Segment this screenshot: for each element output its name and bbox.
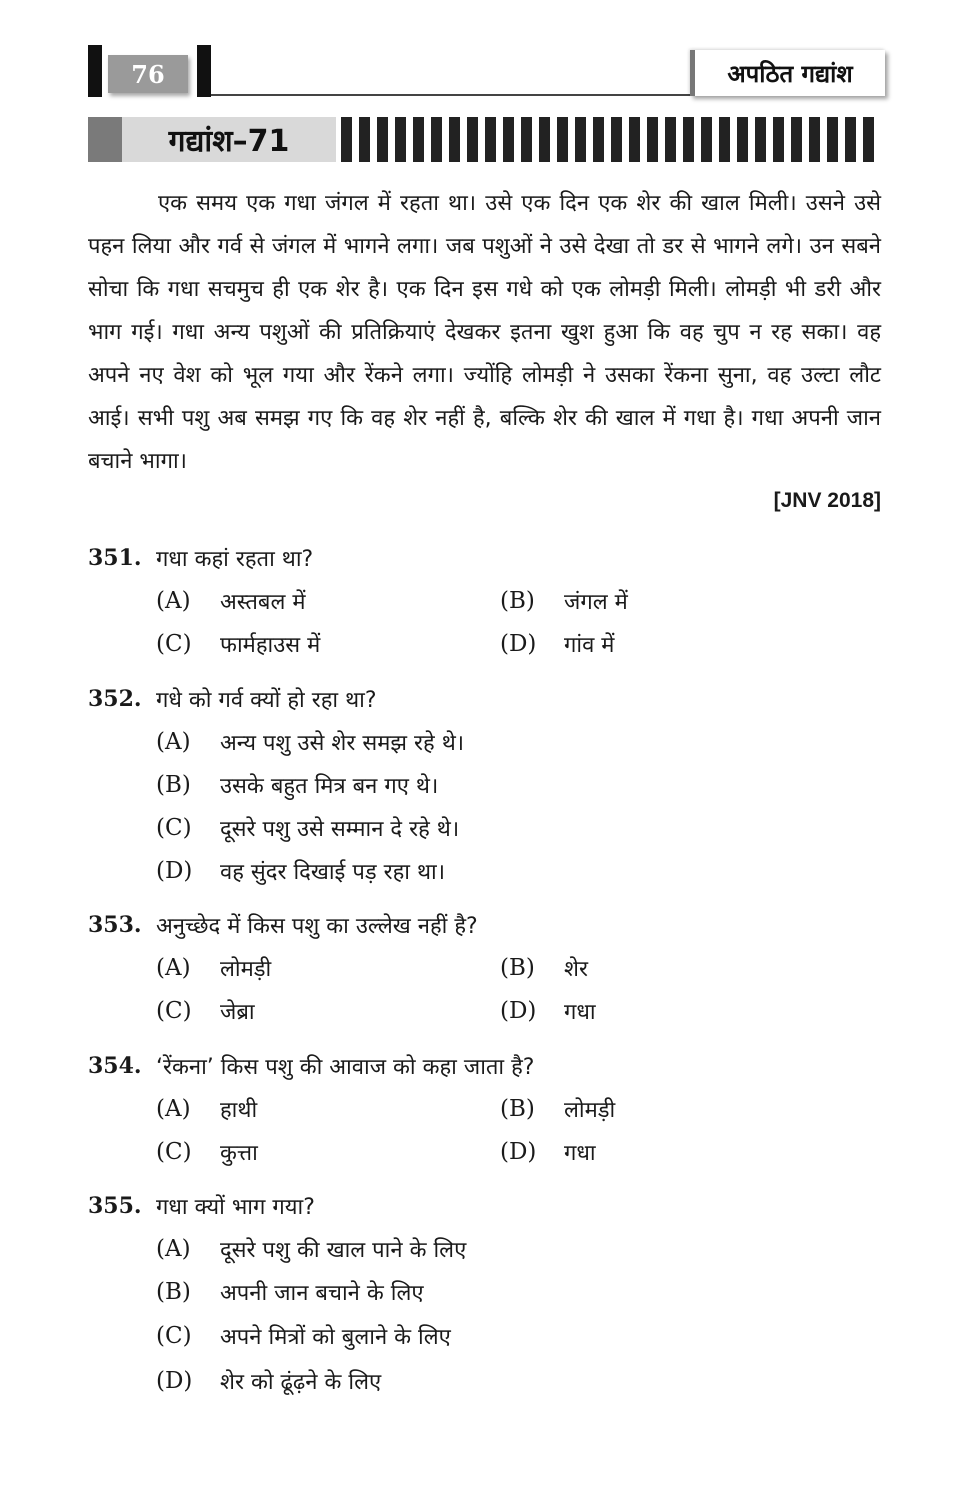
option-c[interactable]	[156, 623, 320, 665]
option-text: अपने मित्रों को बुलाने के लिए	[220, 1325, 451, 1350]
option-label: (A)	[156, 1236, 191, 1262]
option-d[interactable]	[156, 850, 445, 892]
option-text: दूसरे पशु उसे सम्मान दे रहे थे।	[220, 817, 460, 842]
question-text: ‘रेंकना’ किस पशु की आवाज को कहा जाता है?	[156, 1055, 535, 1080]
option-c[interactable]	[156, 807, 459, 849]
option-b[interactable]	[500, 580, 628, 622]
option-label: (C)	[156, 1139, 192, 1165]
passage-title: गद्यांश–71	[122, 117, 336, 162]
option-a[interactable]	[156, 721, 464, 763]
option-c[interactable]	[156, 990, 255, 1032]
option-label: (D)	[500, 998, 537, 1024]
option-label: (B)	[500, 588, 535, 614]
option-label: (B)	[156, 772, 191, 798]
option-label: (A)	[156, 1096, 191, 1122]
question-head	[88, 1186, 888, 1226]
option-text: उसके बहुत मित्र बन गए थे।	[220, 774, 439, 799]
option-c[interactable]	[156, 1315, 451, 1357]
option-label: (D)	[500, 631, 537, 657]
option-d[interactable]	[156, 1360, 381, 1402]
question-head	[88, 538, 888, 578]
question-text: गधे को गर्व क्यों हो रहा था?	[156, 688, 377, 713]
question-text: गधा क्यों भाग गया?	[156, 1195, 315, 1220]
option-d[interactable]	[500, 623, 614, 665]
option-text: शेर को ढूंढ़ने के लिए	[220, 1370, 382, 1395]
option-text: गधा	[564, 1000, 596, 1025]
header-bar-mid	[197, 45, 211, 97]
option-label: (C)	[156, 815, 192, 841]
option-a[interactable]	[156, 1228, 466, 1270]
option-text: लोमड़ी	[564, 1098, 616, 1123]
option-text: हाथी	[220, 1098, 258, 1123]
question-number: 351.	[88, 545, 142, 571]
option-label: (A)	[156, 729, 191, 755]
option-label: (A)	[156, 588, 191, 614]
question-355	[88, 1186, 888, 1395]
option-text: अपनी जान बचाने के लिए	[220, 1281, 424, 1306]
passage-source: [JNV 2018]	[773, 489, 881, 512]
option-label: (B)	[156, 1279, 191, 1305]
option-c[interactable]	[156, 1131, 258, 1173]
section-title: अपठित गद्यांश	[690, 50, 885, 96]
option-text: लोमड़ी	[220, 957, 272, 982]
option-b[interactable]	[156, 764, 438, 806]
question-text: गधा कहां रहता था?	[156, 547, 314, 572]
option-d[interactable]	[500, 1131, 596, 1173]
question-354	[88, 1046, 888, 1166]
header-bar-left	[88, 45, 102, 97]
page-number: 76	[108, 55, 188, 93]
option-label: (C)	[156, 998, 192, 1024]
option-text: जेब्रा	[220, 1000, 255, 1025]
passage-text: एक समय एक गधा जंगल में रहता था। उसे एक दिन एक शेर की खाल मिली। उसने उसे पहन लिया और गर्व से जंगल में भागने लगा। जब पशुओं ने उसे देखा तो डर से भागने लगे। उन सबने सोचा कि गधा सचमुच ही एक शेर है। एक दिन इस गधे को एक लोमड़ी मिली। लोमड़ी भी डरी और भाग गई। गधा अन्य पशुओं की प्रतिक्रियाएं देखकर इतना खुश हुआ कि वह चुप न रह सका। वह अपने नए वेश को भूल गया और रेंकने लगा। ज्योंहि लोमड़ी ने उसका रेंकना सुना, वह उल्टा लौट आई। सभी पशु अब समझ गए कि वह शेर नहीं है, बल्कि शेर की खाल में गधा है। गधा अपनी जान बचाने भागा।	[88, 191, 881, 474]
question-text: अनुच्छेद में किस पशु का उल्लेख नहीं है?	[156, 914, 478, 939]
question-352	[88, 679, 888, 885]
option-d[interactable]	[500, 990, 596, 1032]
option-text: गधा	[564, 1141, 596, 1166]
question-number: 354.	[88, 1053, 142, 1079]
option-label: (B)	[500, 1096, 535, 1122]
passage-band-stripes	[341, 117, 875, 162]
option-label: (B)	[500, 955, 535, 981]
option-text: गांव में	[564, 633, 615, 658]
option-text: दूसरे पशु की खाल पाने के लिए	[220, 1238, 467, 1263]
option-text: शेर	[564, 957, 588, 982]
question-number: 352.	[88, 686, 142, 712]
option-label: (D)	[500, 1139, 537, 1165]
option-b[interactable]	[156, 1271, 424, 1313]
question-head	[88, 1046, 888, 1086]
option-text: कुत्ता	[220, 1141, 258, 1166]
option-label: (C)	[156, 1323, 192, 1349]
option-label: (D)	[156, 858, 193, 884]
option-label: (D)	[156, 1368, 193, 1394]
passage-band-left	[88, 117, 122, 162]
question-head	[88, 905, 888, 945]
question-number: 353.	[88, 912, 142, 938]
option-a[interactable]	[156, 580, 306, 622]
option-text: अस्तबल में	[220, 590, 306, 615]
option-text: अन्य पशु उसे शेर समझ रहे थे।	[220, 731, 465, 756]
option-label: (C)	[156, 631, 192, 657]
option-a[interactable]	[156, 947, 271, 989]
question-head	[88, 679, 888, 719]
option-text: जंगल में	[564, 590, 628, 615]
option-text: वह सुंदर दिखाई पड़ रहा था।	[220, 860, 446, 885]
question-number: 355.	[88, 1193, 142, 1219]
option-b[interactable]	[500, 1088, 615, 1130]
option-label: (A)	[156, 955, 191, 981]
option-text: फार्महाउस में	[220, 633, 321, 658]
option-a[interactable]	[156, 1088, 257, 1130]
question-353	[88, 905, 888, 1025]
question-351	[88, 538, 888, 658]
option-b[interactable]	[500, 947, 588, 989]
